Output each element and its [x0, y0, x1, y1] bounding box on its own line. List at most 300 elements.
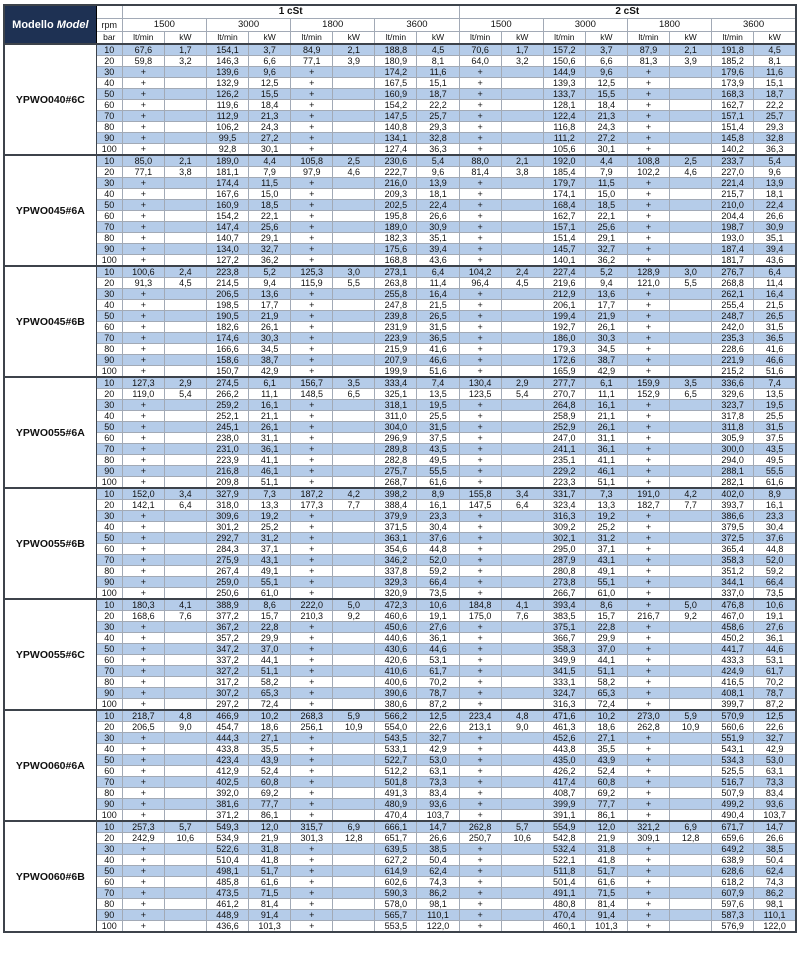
- flow-value-cell: 316,3: [543, 511, 585, 522]
- table-row: [4, 377, 796, 389]
- power-value-cell: [164, 855, 206, 866]
- flow-value-cell: 242,0: [712, 322, 754, 333]
- power-value-cell: [164, 100, 206, 111]
- flow-value-cell: +: [627, 344, 669, 355]
- flow-value-cell: 393,7: [712, 500, 754, 511]
- power-value-cell: 13,6: [249, 289, 291, 300]
- flow-value-cell: +: [627, 89, 669, 100]
- model-name-cell: YPWO055#6A: [4, 377, 96, 488]
- power-value-cell: 46,1: [585, 466, 627, 477]
- power-value-cell: [333, 444, 375, 455]
- flow-value-cell: +: [122, 133, 164, 144]
- flow-value-cell: +: [627, 899, 669, 910]
- flow-value-cell: 289,8: [375, 444, 417, 455]
- table-row: [4, 100, 796, 111]
- table-row: [4, 799, 796, 810]
- power-value-cell: 7,4: [754, 377, 796, 389]
- power-value-cell: [333, 322, 375, 333]
- table-row: [4, 899, 796, 910]
- power-value-cell: 21,3: [249, 111, 291, 122]
- power-value-cell: 27,6: [754, 622, 796, 633]
- power-value-cell: 72,4: [249, 699, 291, 711]
- flow-value-cell: 152,9: [627, 389, 669, 400]
- power-value-cell: 8,6: [585, 599, 627, 611]
- power-value-cell: [670, 633, 712, 644]
- flow-value-cell: 218,7: [122, 710, 164, 722]
- power-value-cell: 41,1: [585, 455, 627, 466]
- flow-value-cell: 315,7: [291, 821, 333, 833]
- flow-value-cell: 454,7: [206, 722, 248, 733]
- flow-value-cell: +: [459, 688, 501, 699]
- power-value-cell: 3,0: [670, 266, 712, 278]
- flow-value-cell: 102,2: [627, 167, 669, 178]
- flow-value-cell: 134,1: [375, 133, 417, 144]
- power-value-cell: 26,6: [754, 211, 796, 222]
- power-value-cell: 44,8: [417, 544, 459, 555]
- flow-value-cell: 417,4: [543, 777, 585, 788]
- flow-value-cell: 302,1: [543, 533, 585, 544]
- power-value-cell: [164, 766, 206, 777]
- flow-value-cell: 268,7: [375, 477, 417, 489]
- flow-value-cell: 307,2: [206, 688, 248, 699]
- flow-value-cell: 223,8: [206, 266, 248, 278]
- flow-value-cell: 301,3: [291, 833, 333, 844]
- flow-value-cell: +: [627, 477, 669, 489]
- power-value-cell: [670, 511, 712, 522]
- power-value-cell: [164, 544, 206, 555]
- flow-value-cell: +: [627, 688, 669, 699]
- flow-value-cell: 151,4: [543, 233, 585, 244]
- bar-value-cell: 30: [96, 400, 122, 411]
- bar-value-cell: 10: [96, 488, 122, 500]
- power-value-cell: 4,1: [164, 599, 206, 611]
- table-row: [4, 400, 796, 411]
- flow-value-cell: +: [122, 289, 164, 300]
- table-row: [4, 67, 796, 78]
- flow-value-cell: +: [627, 511, 669, 522]
- flow-value-cell: 393,4: [543, 599, 585, 611]
- flow-value-cell: 167,6: [206, 189, 248, 200]
- power-value-cell: [164, 344, 206, 355]
- flow-value-cell: 157,1: [712, 111, 754, 122]
- power-value-cell: 35,1: [417, 233, 459, 244]
- power-value-cell: 18,6: [585, 722, 627, 733]
- power-value-cell: [333, 411, 375, 422]
- power-value-cell: 66,4: [754, 577, 796, 588]
- table-row: [4, 311, 796, 322]
- flow-value-cell: +: [459, 477, 501, 489]
- flow-value-cell: 81,4: [459, 167, 501, 178]
- bar-value-cell: 100: [96, 144, 122, 156]
- flow-value-cell: +: [459, 189, 501, 200]
- flow-value-cell: 388,9: [206, 599, 248, 611]
- flow-value-cell: +: [459, 522, 501, 533]
- flow-value-cell: 323,4: [543, 500, 585, 511]
- flow-value-cell: +: [627, 855, 669, 866]
- table-row: [4, 511, 796, 522]
- power-value-cell: 7,9: [585, 167, 627, 178]
- bar-value-cell: 20: [96, 500, 122, 511]
- flow-value-cell: 399,9: [543, 799, 585, 810]
- flow-value-cell: 175,6: [375, 244, 417, 255]
- flow-value-cell: +: [627, 178, 669, 189]
- power-value-cell: [333, 577, 375, 588]
- flow-value-cell: 311,0: [375, 411, 417, 422]
- table-row: [4, 633, 796, 644]
- power-value-cell: 19,5: [417, 400, 459, 411]
- power-value-cell: 2,9: [164, 377, 206, 389]
- bar-label: bar: [96, 31, 122, 44]
- bar-value-cell: 90: [96, 466, 122, 477]
- flow-value-cell: 247,8: [375, 300, 417, 311]
- power-value-cell: [501, 366, 543, 378]
- flow-value-cell: 212,9: [543, 289, 585, 300]
- power-value-cell: 8,9: [754, 488, 796, 500]
- power-value-cell: [333, 699, 375, 711]
- flow-value-cell: 461,2: [206, 899, 248, 910]
- power-value-cell: 2,1: [670, 44, 712, 56]
- flow-value-cell: 210,0: [712, 200, 754, 211]
- flow-value-cell: +: [459, 733, 501, 744]
- table-body: [4, 44, 796, 932]
- flow-value-cell: 182,3: [375, 233, 417, 244]
- flow-value-cell: 416,5: [712, 677, 754, 688]
- power-value-cell: 55,1: [249, 577, 291, 588]
- power-value-cell: [164, 233, 206, 244]
- power-value-cell: 38,7: [249, 355, 291, 366]
- power-value-cell: 22,8: [249, 622, 291, 633]
- power-value-cell: [501, 255, 543, 267]
- power-value-cell: [670, 333, 712, 344]
- power-value-cell: 52,0: [417, 555, 459, 566]
- flow-value-cell: 276,7: [712, 266, 754, 278]
- flow-value-cell: +: [291, 111, 333, 122]
- flow-value-cell: +: [122, 877, 164, 888]
- flow-value-cell: 259,2: [206, 400, 248, 411]
- power-value-cell: 23,3: [417, 511, 459, 522]
- flow-value-cell: +: [627, 211, 669, 222]
- flow-value-cell: 111,2: [543, 133, 585, 144]
- flow-value-cell: 132,9: [206, 78, 248, 89]
- power-value-cell: 2,4: [164, 266, 206, 278]
- power-value-cell: 25,2: [585, 522, 627, 533]
- flow-value-cell: +: [459, 777, 501, 788]
- flow-value-cell: 433,3: [712, 655, 754, 666]
- flow-value-cell: 578,0: [375, 899, 417, 910]
- flow-value-cell: 258,9: [543, 411, 585, 422]
- power-value-cell: 50,4: [417, 855, 459, 866]
- bar-value-cell: 60: [96, 211, 122, 222]
- power-value-cell: 26,1: [585, 322, 627, 333]
- flow-value-cell: +: [459, 289, 501, 300]
- power-value-cell: [164, 355, 206, 366]
- power-value-cell: 7,7: [333, 500, 375, 511]
- power-value-cell: [333, 244, 375, 255]
- power-value-cell: 5,4: [754, 155, 796, 167]
- power-value-cell: [164, 666, 206, 677]
- flow-value-cell: 157,2: [543, 44, 585, 56]
- power-value-cell: [501, 222, 543, 233]
- power-value-cell: [501, 333, 543, 344]
- power-value-cell: [164, 533, 206, 544]
- flow-value-cell: 273,8: [543, 577, 585, 588]
- flow-value-cell: +: [291, 877, 333, 888]
- power-value-cell: 49,5: [417, 455, 459, 466]
- flow-value-cell: 659,6: [712, 833, 754, 844]
- flow-value-cell: +: [291, 677, 333, 688]
- flow-value-cell: 470,4: [543, 910, 585, 921]
- bar-value-cell: 20: [96, 833, 122, 844]
- power-value-cell: 71,5: [249, 888, 291, 899]
- flow-value-cell: 100,6: [122, 266, 164, 278]
- flow-value-cell: 433,8: [206, 744, 248, 755]
- flow-value-cell: 436,6: [206, 921, 248, 933]
- flow-value-cell: 476,8: [712, 599, 754, 611]
- flow-value-cell: +: [627, 133, 669, 144]
- power-value-cell: 4,2: [333, 488, 375, 500]
- flow-value-cell: 450,2: [712, 633, 754, 644]
- flow-value-cell: 154,2: [375, 100, 417, 111]
- power-value-cell: [164, 866, 206, 877]
- flow-value-cell: +: [122, 844, 164, 855]
- power-value-cell: [670, 255, 712, 267]
- power-value-cell: 51,1: [249, 477, 291, 489]
- power-value-cell: 61,0: [585, 588, 627, 600]
- table-row: [4, 322, 796, 333]
- flow-value-cell: 227,0: [712, 167, 754, 178]
- flow-value-cell: 206,5: [206, 289, 248, 300]
- power-value-cell: [501, 466, 543, 477]
- flow-value-cell: 627,2: [375, 855, 417, 866]
- bar-value-cell: 60: [96, 655, 122, 666]
- power-value-cell: 32,8: [754, 133, 796, 144]
- power-value-cell: 7,9: [249, 167, 291, 178]
- flow-value-cell: 140,8: [375, 122, 417, 133]
- flow-value-cell: +: [627, 433, 669, 444]
- power-value-cell: 24,3: [249, 122, 291, 133]
- power-value-cell: [501, 866, 543, 877]
- power-value-cell: 101,3: [249, 921, 291, 933]
- bar-value-cell: 50: [96, 422, 122, 433]
- flow-value-cell: +: [291, 855, 333, 866]
- power-value-cell: [164, 699, 206, 711]
- flow-value-cell: +: [291, 544, 333, 555]
- modello-label: Modello: [12, 18, 54, 31]
- flow-value-cell: +: [291, 455, 333, 466]
- flow-value-cell: 154,1: [206, 44, 248, 56]
- flow-value-cell: +: [122, 466, 164, 477]
- flow-value-cell: 317,2: [206, 677, 248, 688]
- flow-value-cell: +: [291, 921, 333, 933]
- flow-value-cell: +: [627, 733, 669, 744]
- flow-value-cell: 199,4: [543, 311, 585, 322]
- bar-value-cell: 70: [96, 888, 122, 899]
- power-value-cell: [670, 244, 712, 255]
- power-value-cell: [333, 677, 375, 688]
- power-value-cell: 30,1: [585, 144, 627, 156]
- power-value-cell: 43,6: [754, 255, 796, 267]
- power-value-cell: [670, 655, 712, 666]
- flow-value-cell: +: [291, 333, 333, 344]
- power-value-cell: [333, 255, 375, 267]
- flow-value-cell: 341,5: [543, 666, 585, 677]
- flow-value-cell: +: [627, 910, 669, 921]
- flow-value-cell: +: [627, 444, 669, 455]
- flow-value-cell: 191,0: [627, 488, 669, 500]
- power-value-cell: 69,2: [249, 788, 291, 799]
- power-value-cell: 27,2: [585, 133, 627, 144]
- flow-value-cell: 471,6: [543, 710, 585, 722]
- power-value-cell: 27,1: [249, 733, 291, 744]
- power-value-cell: 5,9: [333, 710, 375, 722]
- power-value-cell: 10,6: [164, 833, 206, 844]
- power-value-cell: 9,2: [670, 611, 712, 622]
- power-value-cell: 52,4: [585, 766, 627, 777]
- flow-value-cell: 318,1: [375, 400, 417, 411]
- flow-value-cell: 323,7: [712, 400, 754, 411]
- flow-value-cell: +: [627, 566, 669, 577]
- power-value-cell: 46,6: [754, 355, 796, 366]
- flow-value-cell: 402,0: [712, 488, 754, 500]
- flow-value-cell: 501,8: [375, 777, 417, 788]
- flow-value-cell: 321,2: [627, 821, 669, 833]
- power-value-cell: 52,0: [754, 555, 796, 566]
- flow-value-cell: 209,3: [375, 189, 417, 200]
- power-value-cell: [670, 78, 712, 89]
- power-value-cell: [164, 322, 206, 333]
- flow-value-cell: +: [459, 744, 501, 755]
- power-value-cell: 42,9: [249, 366, 291, 378]
- flow-value-cell: 228,6: [712, 344, 754, 355]
- power-value-cell: [164, 433, 206, 444]
- flow-value-cell: 300,0: [712, 444, 754, 455]
- power-value-cell: [333, 688, 375, 699]
- power-value-cell: 15,1: [754, 78, 796, 89]
- flow-value-cell: 162,7: [543, 211, 585, 222]
- power-value-cell: 18,1: [417, 189, 459, 200]
- flow-value-cell: 273,1: [375, 266, 417, 278]
- flow-value-cell: +: [291, 733, 333, 744]
- power-value-cell: [333, 333, 375, 344]
- flow-value-cell: 499,2: [712, 799, 754, 810]
- flow-value-cell: 193,0: [712, 233, 754, 244]
- power-value-cell: 4,2: [670, 488, 712, 500]
- flow-value-cell: 316,3: [543, 699, 585, 711]
- flow-value-cell: +: [122, 300, 164, 311]
- table-row: [4, 355, 796, 366]
- table-row: [4, 710, 796, 722]
- bar-value-cell: 80: [96, 122, 122, 133]
- flow-value-cell: 461,3: [543, 722, 585, 733]
- flow-value-cell: +: [291, 799, 333, 810]
- power-value-cell: [501, 666, 543, 677]
- power-value-cell: 29,1: [249, 233, 291, 244]
- power-value-cell: 73,3: [754, 777, 796, 788]
- power-value-cell: 5,0: [333, 599, 375, 611]
- flow-value-cell: +: [459, 577, 501, 588]
- flow-value-cell: 553,5: [375, 921, 417, 933]
- power-value-cell: 22,4: [754, 200, 796, 211]
- power-value-cell: 103,7: [754, 810, 796, 822]
- power-value-cell: 110,1: [417, 910, 459, 921]
- flow-value-cell: +: [459, 422, 501, 433]
- bar-value-cell: 20: [96, 56, 122, 67]
- flow-value-cell: 239,8: [375, 311, 417, 322]
- flow-value-cell: 128,1: [543, 100, 585, 111]
- table-row: [4, 688, 796, 699]
- power-value-cell: [501, 355, 543, 366]
- power-value-cell: 12,5: [754, 710, 796, 722]
- table-row: [4, 644, 796, 655]
- flow-value-cell: 305,9: [712, 433, 754, 444]
- model-column-header: [4, 5, 96, 44]
- flow-value-cell: +: [291, 555, 333, 566]
- bar-value-cell: 50: [96, 311, 122, 322]
- power-value-cell: [333, 766, 375, 777]
- flow-value-cell: +: [122, 899, 164, 910]
- flow-value-cell: +: [459, 311, 501, 322]
- power-value-cell: 22,4: [417, 200, 459, 211]
- flow-value-cell: 522,7: [375, 755, 417, 766]
- power-value-cell: 9,6: [249, 67, 291, 78]
- flow-value-cell: 248,7: [712, 311, 754, 322]
- flow-value-cell: +: [627, 322, 669, 333]
- flow-value-cell: 554,9: [543, 821, 585, 833]
- power-value-cell: [670, 366, 712, 378]
- flow-value-cell: 320,9: [375, 588, 417, 600]
- power-value-cell: 21,5: [754, 300, 796, 311]
- power-value-cell: 15,0: [249, 189, 291, 200]
- power-value-cell: 22,2: [754, 100, 796, 111]
- power-value-cell: [670, 910, 712, 921]
- flow-value-cell: +: [459, 511, 501, 522]
- flow-value-cell: +: [291, 366, 333, 378]
- bar-value-cell: 70: [96, 333, 122, 344]
- flow-value-cell: +: [122, 477, 164, 489]
- power-value-cell: 9,6: [585, 67, 627, 78]
- flow-value-cell: 430,6: [375, 644, 417, 655]
- flow-value-cell: 274,5: [206, 377, 248, 389]
- power-value-cell: 9,4: [249, 278, 291, 289]
- bar-value-cell: 30: [96, 844, 122, 855]
- power-value-cell: [670, 555, 712, 566]
- table-header: [4, 5, 796, 44]
- flow-value-cell: +: [291, 233, 333, 244]
- bar-value-cell: 100: [96, 699, 122, 711]
- bar-value-cell: 60: [96, 877, 122, 888]
- flow-value-cell: +: [291, 644, 333, 655]
- model-name-cell: YPWO040#6C: [4, 44, 96, 155]
- flow-value-cell: 282,8: [375, 455, 417, 466]
- flow-value-cell: 470,4: [375, 810, 417, 822]
- flow-value-cell: 81,3: [627, 56, 669, 67]
- viscosity-1cst-header: 1 cSt: [122, 5, 459, 18]
- flow-value-cell: 185,4: [543, 167, 585, 178]
- power-value-cell: 62,4: [417, 866, 459, 877]
- flow-value-cell: 223,3: [543, 477, 585, 489]
- flow-value-cell: +: [291, 122, 333, 133]
- power-value-cell: 35,5: [249, 744, 291, 755]
- flow-value-cell: 614,9: [375, 866, 417, 877]
- power-value-cell: 21,3: [585, 111, 627, 122]
- power-value-cell: [333, 622, 375, 633]
- power-value-cell: 13,3: [585, 500, 627, 511]
- bar-value-cell: 10: [96, 821, 122, 833]
- flow-value-cell: 649,2: [712, 844, 754, 855]
- flow-value-cell: +: [122, 422, 164, 433]
- power-value-cell: [333, 633, 375, 644]
- power-value-cell: [501, 799, 543, 810]
